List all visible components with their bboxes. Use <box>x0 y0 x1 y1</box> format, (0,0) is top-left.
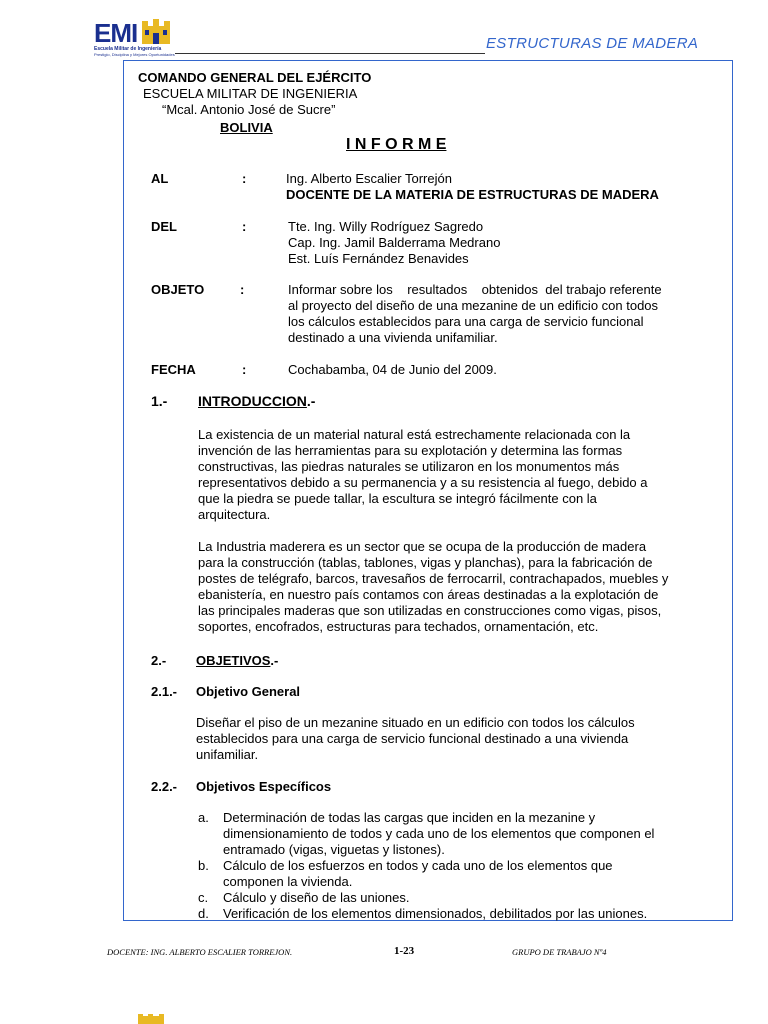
general-objective-line: Diseñar el piso de un mezanine situado en un edificio con todos los cálculos <box>196 715 635 730</box>
objeto-colon: : <box>240 282 245 297</box>
objeto-line: los cálculos establecidos para una carga de servicio funcional <box>288 314 644 329</box>
intro-line: para la construcción (tablas, tablones, vigas y planchas), para la fabricación de <box>198 555 653 570</box>
institution-line-3: “Mcal. Antonio José de Sucre” <box>162 102 336 117</box>
subsection-2-2-number: 2.2.- <box>151 779 178 794</box>
al-colon: : <box>242 171 247 186</box>
subsection-2-1-title: Objetivo General <box>196 684 301 699</box>
al-position: DOCENTE DE LA MATERIA DE ESTRUCTURAS DE MADERA <box>286 187 659 202</box>
list-item-letter: b. <box>198 858 209 873</box>
footer-right: GRUPO DE TRABAJO Nº4 <box>512 947 607 957</box>
del-line: Cap. Ing. Jamil Balderrama Medrano <box>288 235 501 250</box>
list-item-letter: c. <box>198 890 209 905</box>
list-item-letter: a. <box>198 810 209 825</box>
del-label: DEL <box>151 219 177 234</box>
header-title: ESTRUCTURAS DE MADERA <box>486 35 699 52</box>
fecha-value: Cochabamba, 04 de Junio del 2009. <box>288 362 497 377</box>
section-2-suffix: .- <box>270 653 279 668</box>
intro-line: ebanistería, en nuestro país contamos con áreas destinadas a la explotación de <box>198 587 659 602</box>
logo-text: EMI <box>94 18 138 48</box>
institution-line-2: ESCUELA MILITAR DE INGENIERIA <box>143 86 358 101</box>
subsection-2-2-title: Objetivos Específicos <box>196 779 332 794</box>
list-item-letter: d. <box>198 906 209 921</box>
intro-line: La existencia de un material natural está estrechamente relacionada con la <box>198 427 631 442</box>
emi-logo <box>92 18 174 58</box>
fecha-colon: : <box>242 362 247 377</box>
intro-line: constructivas, las piedras naturales se utilizaron en los monumentos más <box>198 459 620 474</box>
header-rule <box>175 53 485 54</box>
objeto-line: destinado a una vivienda unifamiliar. <box>288 330 498 345</box>
next-page-castle-icon <box>130 1014 170 1024</box>
logo-subtagline: Prestigio, Disciplina y Mejores Oportunidades <box>94 52 175 57</box>
list-item-line: componen la vivienda. <box>223 874 353 889</box>
intro-line: las principales maderas que son utilizadas en construcciones como vigas, pisos, <box>198 603 662 618</box>
intro-line: arquitectura. <box>198 507 271 522</box>
footer-left: DOCENTE: ING. ALBERTO ESCALIER TORREJON. <box>107 947 293 957</box>
intro-line: invención de las herramientas para su explotación y determina las formas <box>198 443 623 458</box>
general-objective-line: unifamiliar. <box>196 747 259 762</box>
intro-line: La Industria maderera es un sector que se ocupa de la producción de madera <box>198 539 647 554</box>
general-objective-line: establecidos para una carga de servicio funcional destinado a una vivienda <box>196 731 629 746</box>
del-line: Est. Luís Fernández Benavides <box>288 251 469 266</box>
institution-country: BOLIVIA <box>220 120 273 135</box>
section-2-number: 2.- <box>151 653 167 668</box>
intro-line: postes de telégrafo, barcos, travesaños de ferrocarril, contrachapados, muebles y <box>198 571 669 586</box>
section-2-heading <box>196 653 278 669</box>
list-item-line: Verificación de los elementos dimensionados, debilitados por las uniones. <box>223 906 648 921</box>
castle-icon <box>141 19 171 44</box>
logo-tagline: Escuela Militar de Ingeniería <box>94 46 162 52</box>
del-colon: : <box>242 219 247 234</box>
institution-line-1: COMANDO GENERAL DEL EJÉRCITO <box>138 70 372 85</box>
section-1-number: 1.- <box>151 393 168 409</box>
subsection-2-1-number: 2.1.- <box>151 684 178 699</box>
objeto-label: OBJETO <box>151 282 205 297</box>
list-item-line: Determinación de todas las cargas que inciden en la mezanine y <box>223 810 596 825</box>
list-item-line: Cálculo y diseño de las uniones. <box>223 890 410 905</box>
section-1-heading <box>198 393 315 410</box>
section-2-title: OBJETIVOS <box>196 653 271 668</box>
document-title: I N F O R M E <box>346 136 447 153</box>
objeto-line: al proyecto del diseño de una mezanine de un edificio con todos <box>288 298 659 313</box>
al-name: Ing. Alberto Escalier Torrejón <box>286 171 452 186</box>
list-item-line: Cálculo de los esfuerzos en todos y cada uno de los elementos que <box>223 858 613 873</box>
intro-line: representativos debido a su permanencia y a su resistencia al fuego, debido a <box>198 475 648 490</box>
list-item-line: dimensionamiento de todos y cada uno de los elementos que componen el <box>223 826 655 841</box>
objeto-line: Informar sobre los resultados obtenidos del trabajo referente <box>288 282 662 297</box>
intro-line: soportes, encofrados, estructuras para techados, ornamentación, etc. <box>198 619 599 634</box>
al-label: AL <box>151 171 169 186</box>
page-number: 1-23 <box>394 945 415 957</box>
del-line: Tte. Ing. Willy Rodríguez Sagredo <box>288 219 484 234</box>
fecha-label: FECHA <box>151 362 196 377</box>
section-1-suffix: .- <box>306 393 316 409</box>
intro-line: que la piedra se puede tallar, la escultura se integró fácilmente con la <box>198 491 597 506</box>
list-item-line: entramado (vigas, viguetas y listones). <box>223 842 445 857</box>
section-1-title: INTRODUCCION <box>198 393 307 409</box>
